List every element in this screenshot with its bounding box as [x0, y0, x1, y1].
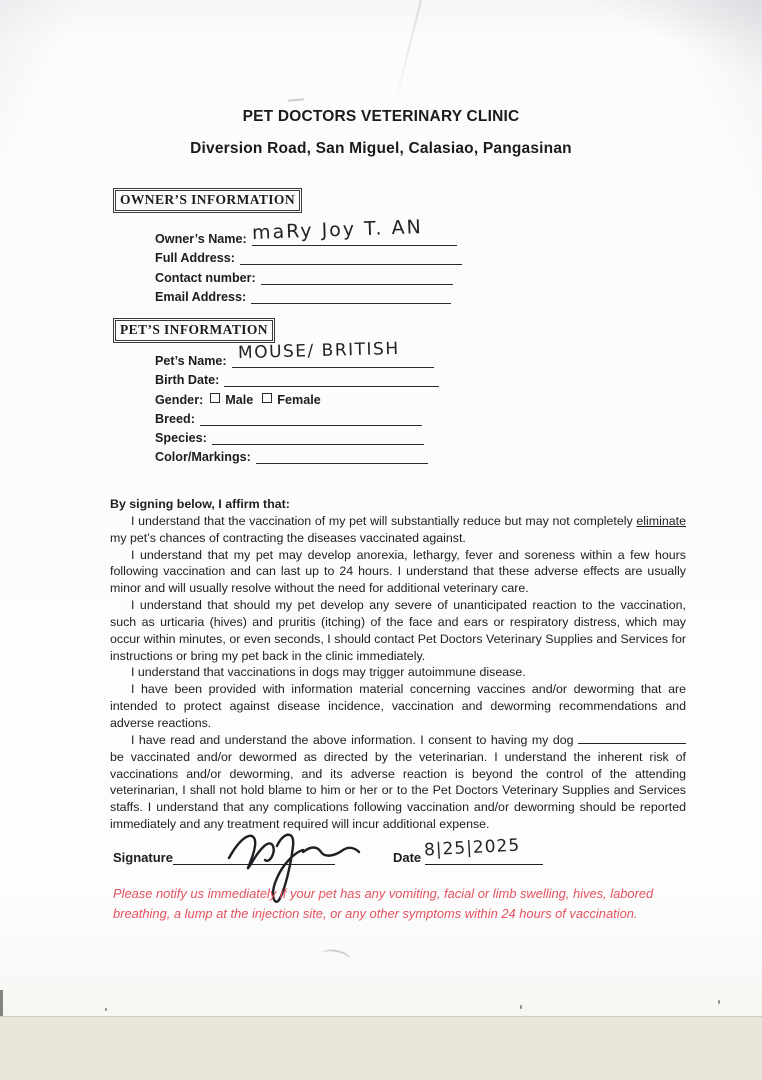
affirmation-paragraph-2: I understand that my pet may develop anorexia, lethargy, fever and soreness within a few hours following vaccination and can last up to 24 hours. I understand that these adverse effects are usually minor and will usually resolve without the need for additional veterinary care. [110, 547, 686, 596]
pet-name-label: Pet’s Name: [155, 354, 227, 369]
affirmation-paragraph-4: I understand that vaccinations in dogs may trigger autoimmune disease. [131, 665, 526, 680]
paper-crease [321, 947, 351, 966]
pet-name-handwriting: MOUSE/ BRITISH [237, 338, 400, 364]
dust-speck [718, 1000, 720, 1004]
paper-crease [542, 0, 762, 90]
full-address-label: Full Address: [155, 251, 236, 266]
full-address-field [155, 246, 462, 265]
owner-name-label: Owner’s Name: [155, 232, 247, 247]
breed-field [155, 407, 439, 426]
vaccination-warning-note: Please notify us immediately if your pet has any vomiting, facial or limb swelling, hives, labored breathing, a lump at the injection site, or any other symptoms within 24 hours of vaccination. [113, 886, 654, 921]
gender-label: Gender: [155, 392, 204, 407]
affirmation-text [110, 496, 686, 833]
underlined-word: eliminate [636, 513, 686, 528]
pencil-mark [288, 98, 304, 101]
pet-information-heading: PET’S INFORMATION [113, 318, 275, 343]
affirmation-paragraph-6 [110, 732, 686, 833]
owner-name-handwriting: maRy Joy T. AN [251, 216, 424, 244]
clinic-address: Diversion Road, San Miguel, Calasiao, Pangasinan [190, 140, 572, 157]
birth-date-blank-line [224, 372, 439, 387]
female-label: Female [277, 392, 321, 407]
scan-edge-artifact [0, 990, 3, 1016]
paragraph-text: I have read and understand the above information. I consent to having my dog [131, 732, 578, 747]
affirmation-paragraph-1 [110, 513, 686, 547]
email-address-label: Email Address: [155, 289, 247, 304]
color-markings-label: Color/Markings: [155, 450, 251, 465]
gender-field [155, 387, 439, 406]
signature-label: Signature [113, 850, 173, 865]
affirmation-paragraph-5: I have been provided with information material concerning vaccines and/or deworming that are intended to protect against disease incidence, vaccination and deworming recommendations and adverse reactions. [110, 682, 686, 730]
species-field [155, 426, 439, 445]
paragraph-text: be vaccinated and/or dewormed as directed by the veterinarian. I understand the inherent risk of vaccinations and/or deworming, and its adverse reaction is beyond the control of the attending veterinarian, I shall not hold blame to him or her or to the Pet Doctors Veterinary Supplies and Services staffs. I understand that any complications following vaccination and/or deworming should be reported immediately and any treatment required will incur additional expense. [110, 749, 686, 832]
breed-label: Breed: [155, 411, 195, 426]
contact-number-blank-line [261, 270, 453, 285]
owner-information-heading: OWNER’S INFORMATION [113, 188, 302, 213]
pet-fields [155, 349, 439, 464]
dust-speck [105, 1008, 107, 1011]
affirmation-heading: By signing below, I affirm that: [110, 497, 290, 511]
species-blank-line [212, 430, 424, 445]
dust-speck [520, 1005, 522, 1009]
female-checkbox [262, 393, 272, 403]
full-address-blank-line [240, 250, 462, 265]
birth-date-label: Birth Date: [155, 373, 220, 388]
species-label: Species: [155, 430, 207, 445]
color-markings-field [155, 445, 439, 464]
clinic-name: PET DOCTORS VETERINARY CLINIC [242, 108, 520, 125]
paper-crease [393, 0, 422, 107]
male-label: Male [225, 392, 254, 407]
date-label: Date [392, 850, 422, 865]
paragraph-text: my pet’s chances of contracting the diseases vaccinated against. [110, 530, 466, 545]
email-address-field [155, 285, 462, 304]
contact-number-label: Contact number: [155, 270, 256, 285]
affirmation-paragraph-3: I understand that should my pet develop any severe of unanticipated reaction to the vaccination, such as urticaria (hives) and pruritis (itching) of the face and ears or respiratory distress, which may occur within minutes, or even seconds, I should contact Pet Doctors Veterinary Supplies and Services for instructions or bring my pet back in the clinic immediately. [110, 598, 686, 663]
breed-blank-line [200, 411, 422, 426]
birth-date-field [155, 368, 439, 387]
paragraph-text: I understand that the vaccination of my pet will substantially reduce but may not completely [131, 513, 637, 528]
email-address-blank-line [251, 289, 451, 304]
dog-name-blank-line [578, 732, 686, 744]
color-markings-blank-line [256, 449, 428, 464]
contact-number-field [155, 265, 462, 284]
male-checkbox [210, 393, 220, 403]
date-handwriting: 8|25|2025 [423, 835, 521, 861]
